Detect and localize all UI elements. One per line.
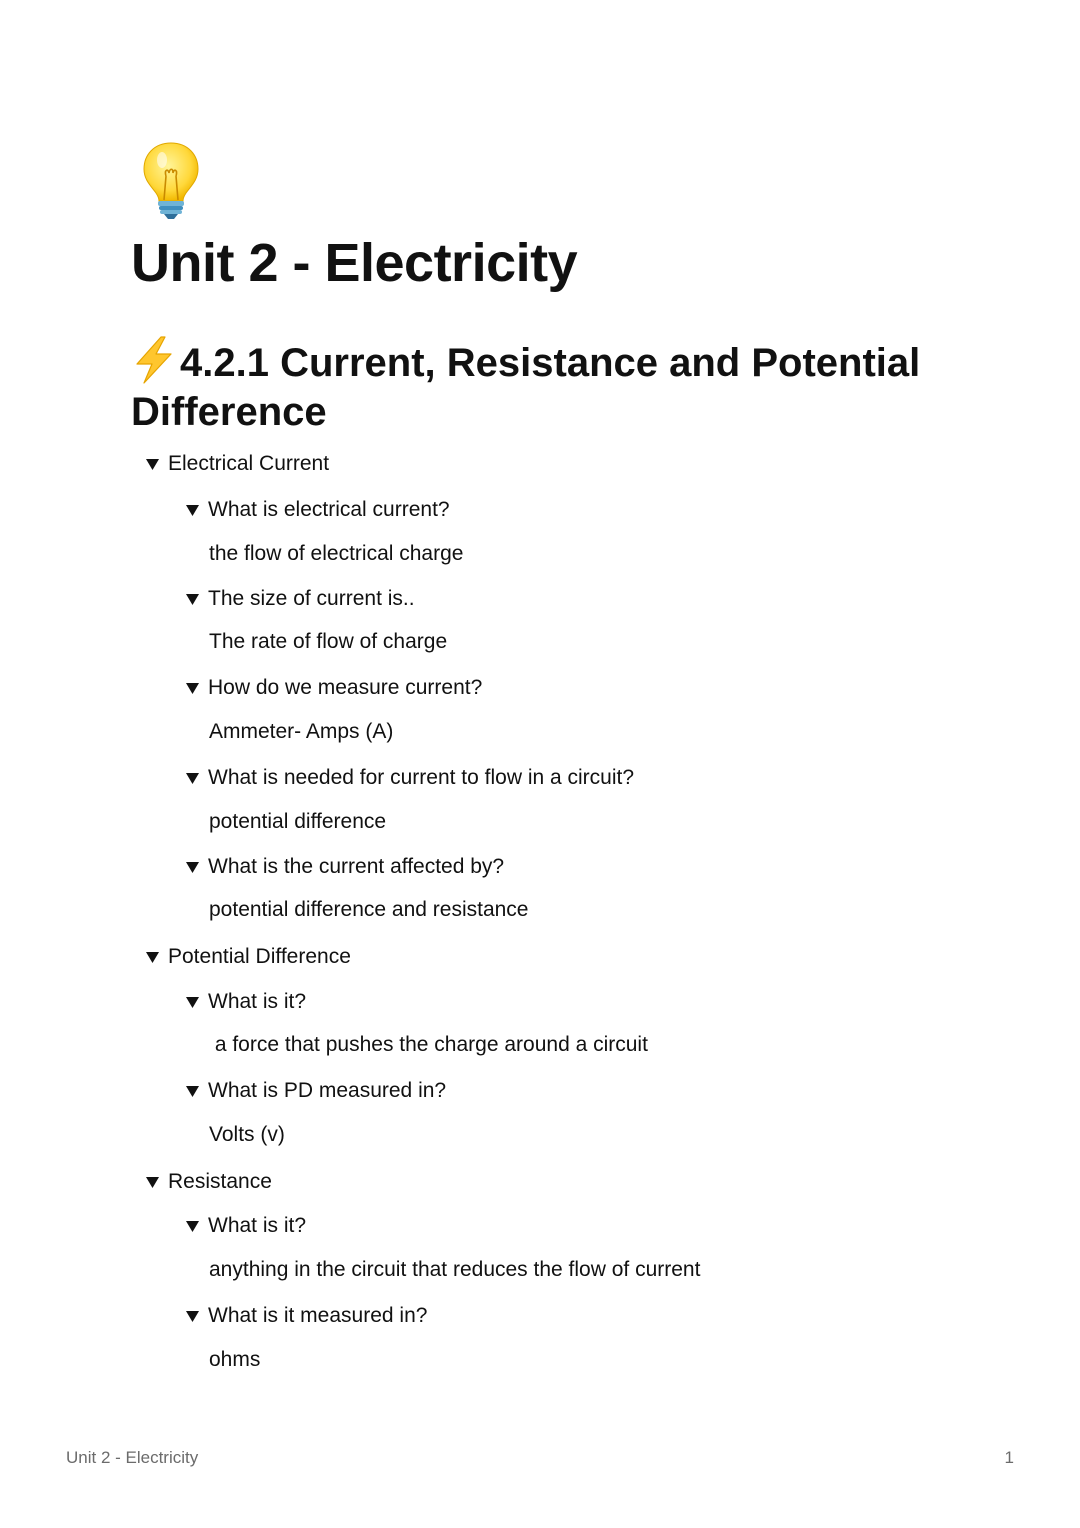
section-heading: [131, 336, 1011, 437]
question-text: What is it?: [208, 990, 307, 1013]
toggle-question[interactable]: [186, 853, 504, 881]
answer-text: a force that pushes the charge around a circuit: [209, 1033, 648, 1056]
footer-title: Unit 2 - Electricity: [66, 1448, 199, 1467]
answer-text: anything in the circuit that reduces the flow of current: [209, 1258, 701, 1281]
answer-text: potential difference and resistance: [209, 898, 529, 921]
toggle-electrical-current[interactable]: [146, 450, 329, 478]
lightbulb-icon: [140, 140, 202, 220]
triangle-down-icon: [186, 505, 199, 516]
toggle-question[interactable]: [186, 988, 306, 1016]
answer-text: Volts (v): [209, 1123, 285, 1146]
toggle-question[interactable]: [186, 674, 482, 702]
triangle-down-icon: [186, 1221, 199, 1232]
triangle-down-icon: [186, 997, 199, 1008]
toggle-question[interactable]: [186, 496, 450, 524]
triangle-down-icon: [186, 1086, 199, 1097]
question-text: What is it measured in?: [208, 1304, 428, 1327]
toggle-question[interactable]: [186, 1302, 427, 1330]
footer-page-number: 1: [1004, 1448, 1014, 1467]
answer-text: potential difference: [209, 810, 387, 833]
answer-text: Ammeter- Amps (A): [209, 720, 394, 743]
question-text: What is PD measured in?: [208, 1079, 447, 1102]
answer-text: The rate of flow of charge: [209, 630, 448, 653]
toggle-question[interactable]: [186, 1212, 306, 1240]
triangle-down-icon: [146, 952, 159, 963]
triangle-down-icon: [186, 683, 199, 694]
section-heading-text: 4.2.1 Current, Resistance and Potential Difference: [131, 341, 921, 434]
lightning-bolt-icon: [131, 336, 177, 384]
page-title: Unit 2 - Electricity: [131, 233, 578, 293]
triangle-down-icon: [146, 1177, 159, 1188]
toggle-potential-difference[interactable]: [146, 943, 351, 971]
toggle-label: Resistance: [168, 1170, 272, 1193]
toggle-question[interactable]: [186, 764, 634, 792]
answer-text: the flow of electrical charge: [209, 542, 464, 565]
question-text: What is electrical current?: [208, 498, 450, 521]
question-text: What is needed for current to flow in a circuit?: [208, 766, 635, 789]
triangle-down-icon: [186, 862, 199, 873]
toggle-resistance[interactable]: [146, 1168, 272, 1196]
toggle-label: Electrical Current: [168, 452, 330, 475]
triangle-down-icon: [146, 459, 159, 470]
toggle-question[interactable]: [186, 1077, 446, 1105]
triangle-down-icon: [186, 594, 199, 605]
toggle-question[interactable]: [186, 585, 415, 613]
question-text: What is the current affected by?: [208, 855, 505, 878]
answer-text: ohms: [209, 1348, 261, 1371]
question-text: The size of current is..: [208, 587, 415, 610]
triangle-down-icon: [186, 773, 199, 784]
question-text: What is it?: [208, 1214, 307, 1237]
question-text: How do we measure current?: [208, 676, 483, 699]
toggle-label: Potential Difference: [168, 945, 351, 968]
triangle-down-icon: [186, 1311, 199, 1322]
